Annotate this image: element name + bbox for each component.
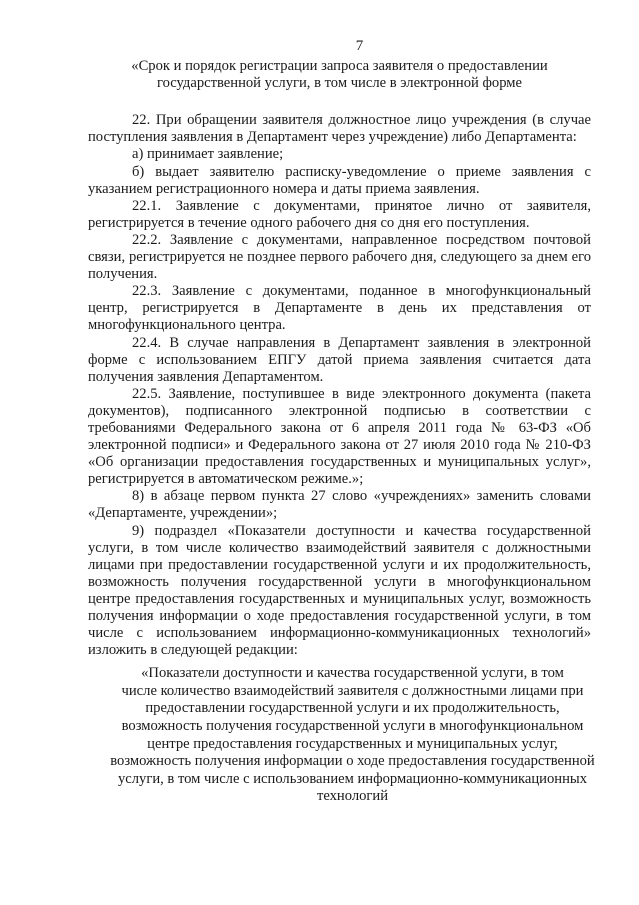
quoted-heading-line: центре предоставления государственных и муниципальных услуг, [147, 735, 558, 752]
paragraph-22-3: 22.3. Заявление с документами, поданное в многофункциональный центр, регистрируется в Департаменте в день их представления от многофункционального центра. [88, 283, 591, 334]
quoted-heading-line: возможность получения информации о ходе предоставления государственной [110, 753, 595, 770]
quoted-heading-line: числе количество взаимодействий заявителя с должностными лицами при [121, 682, 584, 699]
paragraph-22-a: а) принимает заявление; [132, 146, 284, 163]
paragraph-22-2: 22.2. Заявление с документами, направленное посредством почтовой связи, регистрируется не позднее первого рабочего дня, следующего за днем его получения. [88, 231, 591, 283]
section-heading-line: государственной услуги, в том числе в электронной форме [156, 75, 523, 92]
paragraph-22-4: 22.4. В случае направления в Департамент заявления в электронной форме с использованием ЕПГУ датой приема заявления считается дата получения заявления Департаментом. [88, 334, 591, 385]
section-heading-line: «Срок и порядок регистрации запроса заявителя о предоставлении [131, 58, 548, 75]
paragraph-22-b: б) выдает заявителю расписку-уведомление о приеме заявления с указанием регистрационного номера и даты приема заявления. [88, 163, 591, 197]
quoted-heading-line: услуги, в том числе с использованием информационно-коммуникационных [117, 770, 587, 787]
quoted-heading-line: технологий [316, 788, 389, 805]
page-number: 7 [355, 38, 364, 54]
paragraph-22-5: 22.5. Заявление, поступившее в виде электронного документа (пакета документов), подписанного электронной подписью в соответствии с требованиями Федерального закона от 6 апреля 2011 года № 63-ФЗ «Об электронной подписи» и Федерального закона от 27 июля 2010 года № 210-ФЗ «Об организации предоставления государственных и муниципальных услуг», регистрируется в автоматическом режиме.»; [88, 385, 591, 488]
quoted-heading-line: «Показатели доступности и качества государственной услуги, в том [141, 665, 564, 682]
paragraph-item-8: 8) в абзаце первом пункта 27 слово «учреждениях» заменить словами «Департаменте, учреждении»; [88, 488, 591, 522]
paragraph-22: 22. При обращении заявителя должностное лицо учреждения (в случае поступления заявления в Департамент через учреждение) либо Департамента: [88, 112, 591, 146]
quoted-heading-line: предоставлении государственной услуги и их продолжительность, [145, 700, 560, 717]
section-heading [88, 58, 591, 92]
quoted-heading-line: возможность получения государственной услуги в многофункциональном [121, 718, 584, 735]
body-text [88, 112, 591, 659]
paragraph-22-1: 22.1. Заявление с документами, принятое лично от заявителя, регистрируется в течение одного рабочего дня со дня его поступления. [88, 197, 591, 231]
quoted-subsection-heading [84, 665, 621, 806]
paragraph-item-9: 9) подраздел «Показатели доступности и качества государственной услуги, в том числе количество взаимодействий заявителя с должностными лицами при предоставлении государственной услуги и их продолжительность, возможность получения государственной услуги в многофункциональном центре предоставления государственных и муниципальных услуг, возможность получения информации о ходе предоставления государственной услуги, в том числе с использованием информационно-коммуникационных технологий» изложить в следующей редакции: [88, 522, 591, 659]
